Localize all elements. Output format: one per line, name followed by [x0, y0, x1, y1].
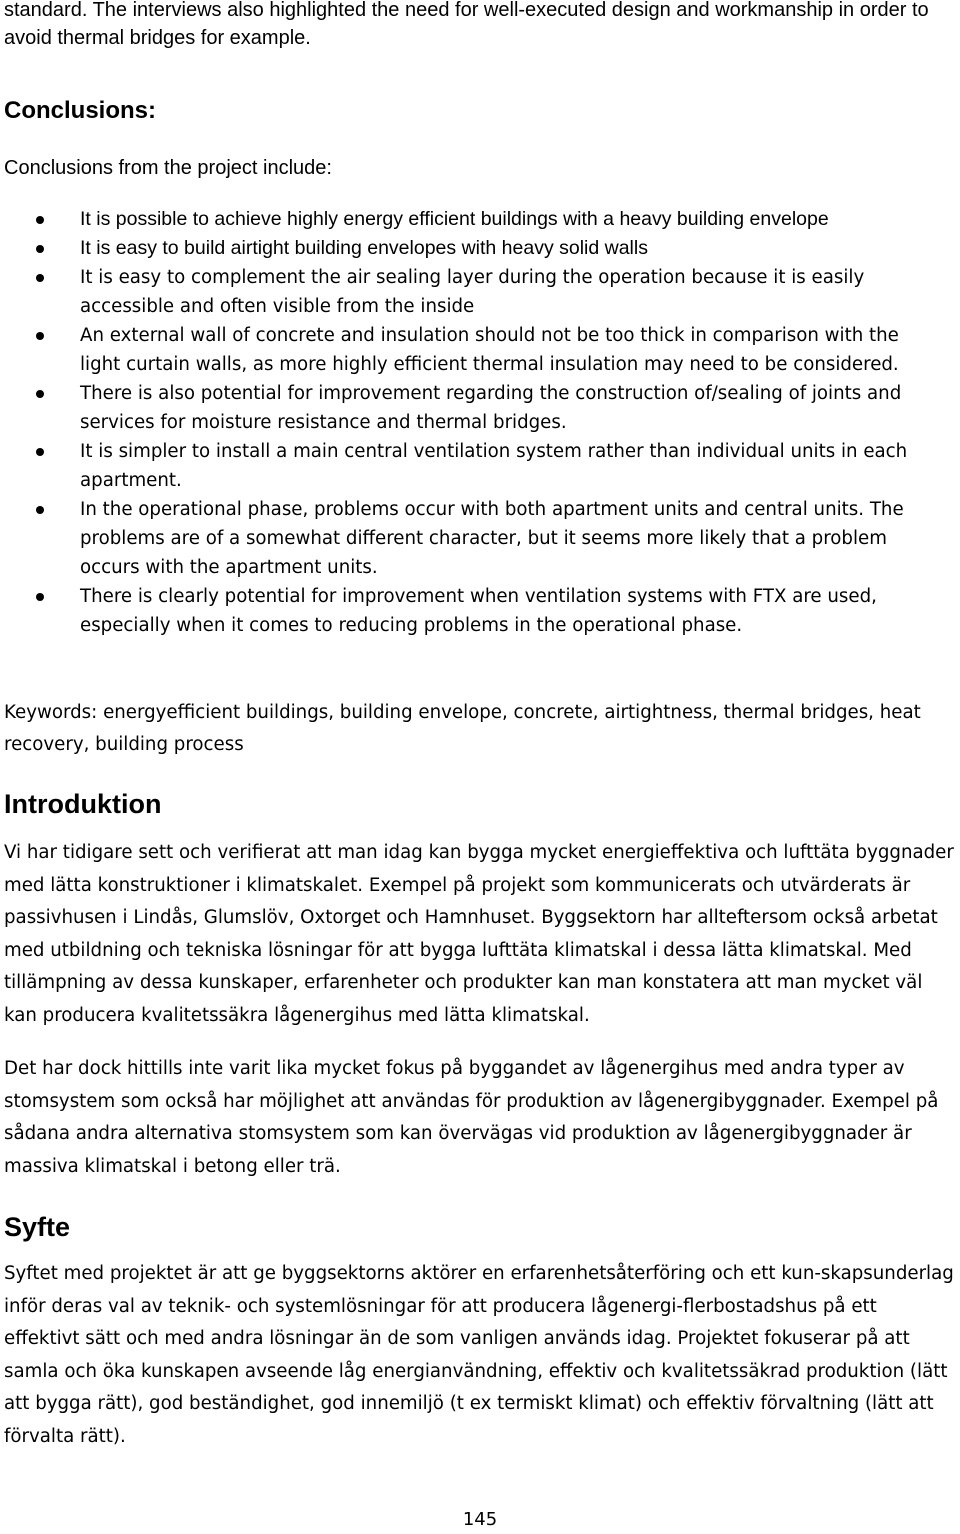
keywords-paragraph	[4, 697, 954, 761]
list-item-text: It is simpler to install a main central ventilation system rather than individual units in each apartment.	[80, 441, 908, 491]
list-item-text: It is possible to achieve highly energy efficient buildings with a heavy building envelope	[80, 208, 829, 230]
introduktion-paragraph-2: Det har dock hittills inte varit lika mycket fokus på byggandet av lågenergihus med andra typer av stomsystem som också har möjlighet att användas för produktion av lågenergibyggnader. Exempel på sådana andra alternativa stomsystem som kan övervägas vid produktion av lågenergibyggnader är massiva klimatskal i betong eller trä.	[4, 1058, 939, 1177]
keywords-text: : energyefficient buildings, building envelope, concrete, airtightness, thermal bridges, heat recovery, building process	[4, 702, 921, 755]
syfte-paragraph: Syftet med projektet är att ge byggsektorns aktörer en erfarenhetsåterföring och ett kun-skapsunderlag inför deras val av teknik- och systemlösningar för att producera lågenergi-flerbostadshus på ett effektivt sätt och med andra lösningar än de som vanligen används idag. Projektet fokuserar på att samla och öka kunskapen avseende låg energianvändning, effektiv och kvalitetssäkrad produktion (lätt att bygga rätt), god beständighet, god innemiljö (t ex termiskt klimat) och effektiv förvaltning (lätt att förvalta rätt).	[4, 1263, 954, 1447]
bullet-icon	[36, 274, 44, 282]
bullet-icon	[36, 216, 44, 224]
conclusions-heading: Conclusions:	[4, 97, 157, 124]
list-item-text: In the operational phase, problems occur with both apartment units and central units. The problems are of a somewhat different character, but it seems more likely that a problem occurs with the apartment units.	[80, 499, 904, 578]
list-item-text: There is clearly potential for improvement when ventilation systems with FTX are used, especially when it comes to reducing problems in the operational phase.	[80, 586, 877, 636]
bullet-icon	[36, 245, 44, 253]
introduktion-paragraph-1: Vi har tidigare sett och verifierat att man idag kan bygga mycket energieffektiva och lufttäta byggnader med lätta konstruktioner i klimatskalet. Exempel på projekt som kommunicerats och utvärderats är passivhusen i Lindås, Glumslöv, Oxtorget och Hamnhuset. Byggsektorn har allteftersom också arbetat med utbildning och tekniska lösningar för att bygga lufttäta klimatskal i dessa lätta klimatskal. Med tillämpning av dessa kunskaper, erfarenheter och produkter kan man konstatera att man mycket väl kan producera kvalitetssäkra lågenergihus med lätta klimatskal.	[4, 842, 954, 1026]
introduktion-heading: Introduktion	[4, 789, 162, 819]
conclusions-list	[0, 205, 940, 640]
list-item	[0, 437, 940, 495]
bullet-icon	[36, 506, 44, 514]
list-item	[0, 234, 940, 263]
conclusions-intro: Conclusions from the project include:	[4, 157, 332, 179]
list-item-text: It is easy to build airtight building envelopes with heavy solid walls	[80, 237, 648, 259]
list-item-text: It is easy to complement the air sealing layer during the operation because it is easily accessible and often visible from the inside	[80, 267, 865, 317]
list-item	[0, 495, 940, 582]
bullet-icon	[36, 332, 44, 340]
bullet-icon	[36, 448, 44, 456]
list-item-text: There is also potential for improvement regarding the construction of/sealing of joints and services for moisture resistance and thermal bridges.	[80, 383, 902, 433]
list-item	[0, 379, 940, 437]
list-item	[0, 263, 940, 321]
bullet-icon	[36, 390, 44, 398]
page-number: 145	[462, 1509, 498, 1530]
syfte-heading: Syfte	[4, 1212, 71, 1242]
list-item	[0, 582, 940, 640]
list-item	[0, 321, 940, 379]
list-item-text: An external wall of concrete and insulation should not be too thick in comparison with the light curtain walls, as more highly efficient thermal insulation may need to be considered.	[80, 325, 899, 375]
keywords-label: Keywords	[4, 702, 92, 723]
bullet-icon	[36, 593, 44, 601]
list-item	[0, 205, 940, 234]
top-paragraph: standard. The interviews also highlighted the need for well-executed design and workmanship in order to avoid thermal bridges for example.	[4, 0, 929, 49]
